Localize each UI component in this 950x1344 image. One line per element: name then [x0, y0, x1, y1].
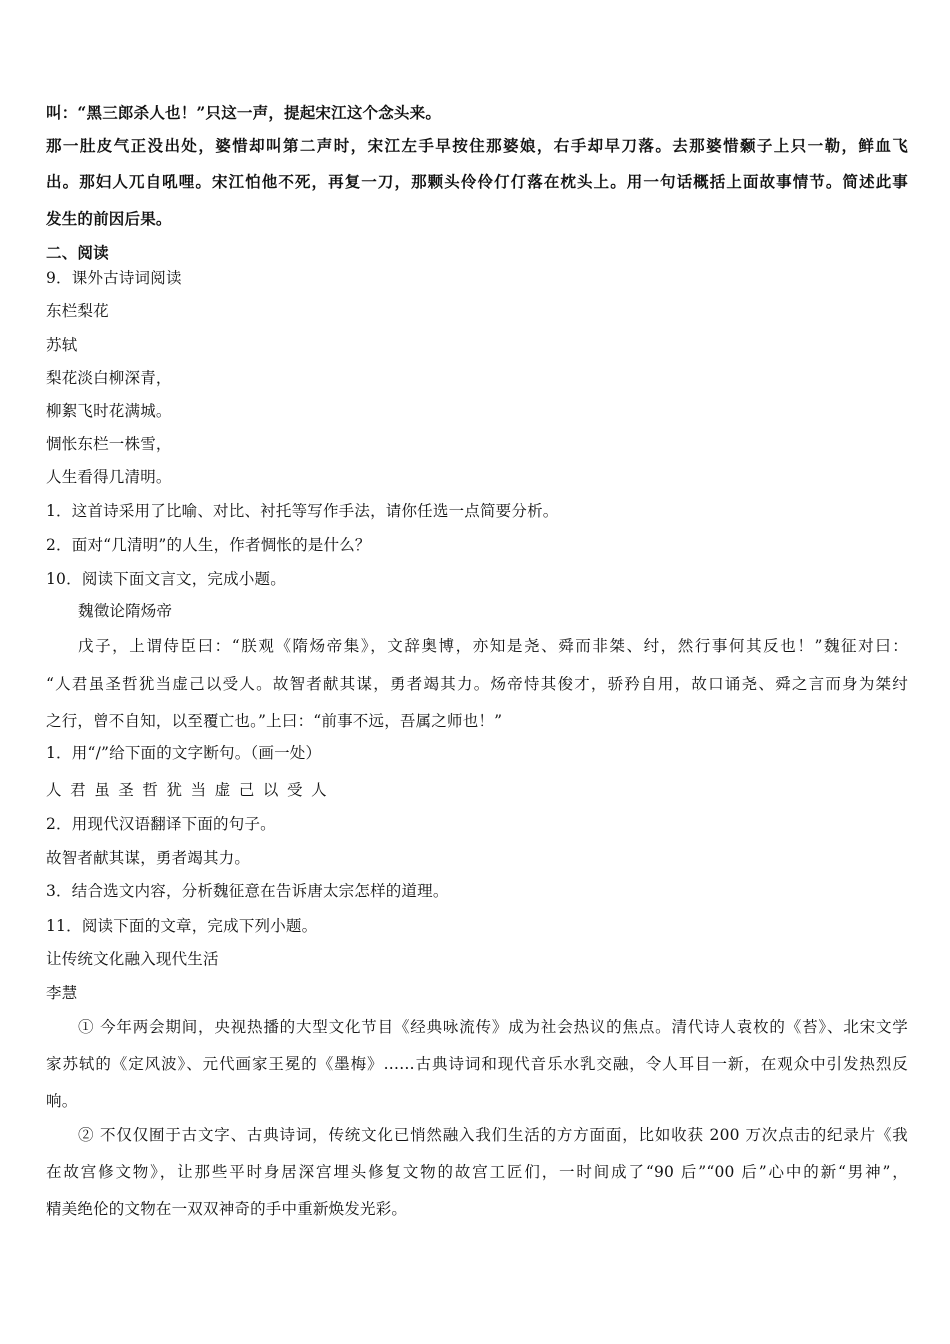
- q10-sub2-text: 故智者献其谋，勇者竭其力。: [46, 849, 251, 867]
- q9-sub1: 1．这首诗采用了比喻、对比、衬托等写作手法，请你任选一点简要分析。: [46, 502, 559, 520]
- q9-label: 9．课外古诗词阅读: [46, 269, 182, 287]
- q10-text-line-2: “人君虽圣哲犹当虚己以受人。故智者献其谋，勇者竭其力。炀帝恃其俊才，骄矜自用，故口诵尧、舜之言而身为桀纣: [46, 675, 908, 693]
- q10-sub1: 1．用“/”给下面的文字断句。（画一处）: [46, 744, 322, 762]
- poem-author: 苏轼: [46, 336, 78, 354]
- story-line-1: 叫：“黑三郎杀人也！”只这一声，提起宋江这个念头来。: [46, 103, 442, 122]
- q11-p1-line-3: 响。: [46, 1092, 78, 1110]
- story-line-2: 那一肚皮气正没出处，婆惜却叫第二声时，宋江左手早按住那婆娘，右手却早刀落。去那婆惜颡子上只一勒，鲜血飞: [46, 136, 908, 155]
- poem-line-2: 柳絮飞时花满城。: [46, 402, 172, 420]
- q11-p1-line-1: ① 今年两会期间，央视热播的大型文化节目《经典咏流传》成为社会热议的焦点。清代诗人袁枚的《苔》、北宋文学: [78, 1018, 908, 1036]
- poem-line-1: 梨花淡白柳深青，: [46, 369, 172, 387]
- q10-text-line-3: 之行，曾不自知，以至覆亡也。”上曰：“前事不远，吾属之师也！”: [46, 712, 503, 730]
- q11-p2-line-1: ② 不仅仅囿于古文字、古典诗词，传统文化已悄然融入我们生活的方方面面，比如收获 200 万次点击的纪录片《我: [78, 1126, 908, 1144]
- q10-sub2: 2．用现代汉语翻译下面的句子。: [46, 815, 276, 833]
- section-heading: 二、阅读: [46, 243, 109, 262]
- q11-label: 11．阅读下面的文章，完成下列小题。: [46, 917, 318, 935]
- q9-sub2: 2．面对“几清明”的人生，作者惆怅的是什么？: [46, 536, 371, 554]
- q11-title: 让传统文化融入现代生活: [46, 950, 219, 968]
- poem-line-3: 惆怅东栏一株雪，: [46, 435, 172, 453]
- q10-title: 魏徵论隋炀帝: [78, 602, 173, 620]
- q11-p1-line-2: 家苏轼的《定风波》、元代画家王冕的《墨梅》……古典诗词和现代音乐水乳交融，令人耳目一新，在观众中引发热烈反: [46, 1055, 908, 1073]
- poem-title: 东栏梨花: [46, 302, 109, 320]
- q11-p2-line-3: 精美绝伦的文物在一双双神奇的手中重新焕发光彩。: [46, 1200, 408, 1218]
- q11-p2-line-2: 在故宫修文物》，让那些平时身居深宫埋头修复文物的故宫工匠们，一时间成了“90 后”“00 后”心中的新“男神”，: [46, 1163, 908, 1181]
- q10-text-line-1: 戊子，上谓侍臣曰：“朕观《隋炀帝集》，文辞奥博，亦知是尧、舜而非桀、纣，然行事何其反也！”魏征对曰：: [78, 637, 908, 655]
- story-line-3: 出。那妇人兀自吼哩。宋江怕他不死，再复一刀，那颗头伶伶仃仃落在枕头上。用一句话概括上面故事情节。简述此事: [46, 172, 908, 191]
- q10-sub1-text: 人君虽圣哲犹当虚己以受人: [46, 781, 336, 799]
- q10-sub3: 3．结合选文内容，分析魏征意在告诉唐太宗怎样的道理。: [46, 882, 449, 900]
- q11-author: 李慧: [46, 984, 78, 1002]
- q10-label: 10．阅读下面文言文，完成小题。: [46, 570, 286, 588]
- story-line-4: 发生的前因后果。: [46, 209, 172, 228]
- poem-line-4: 人生看得几清明。: [46, 468, 172, 486]
